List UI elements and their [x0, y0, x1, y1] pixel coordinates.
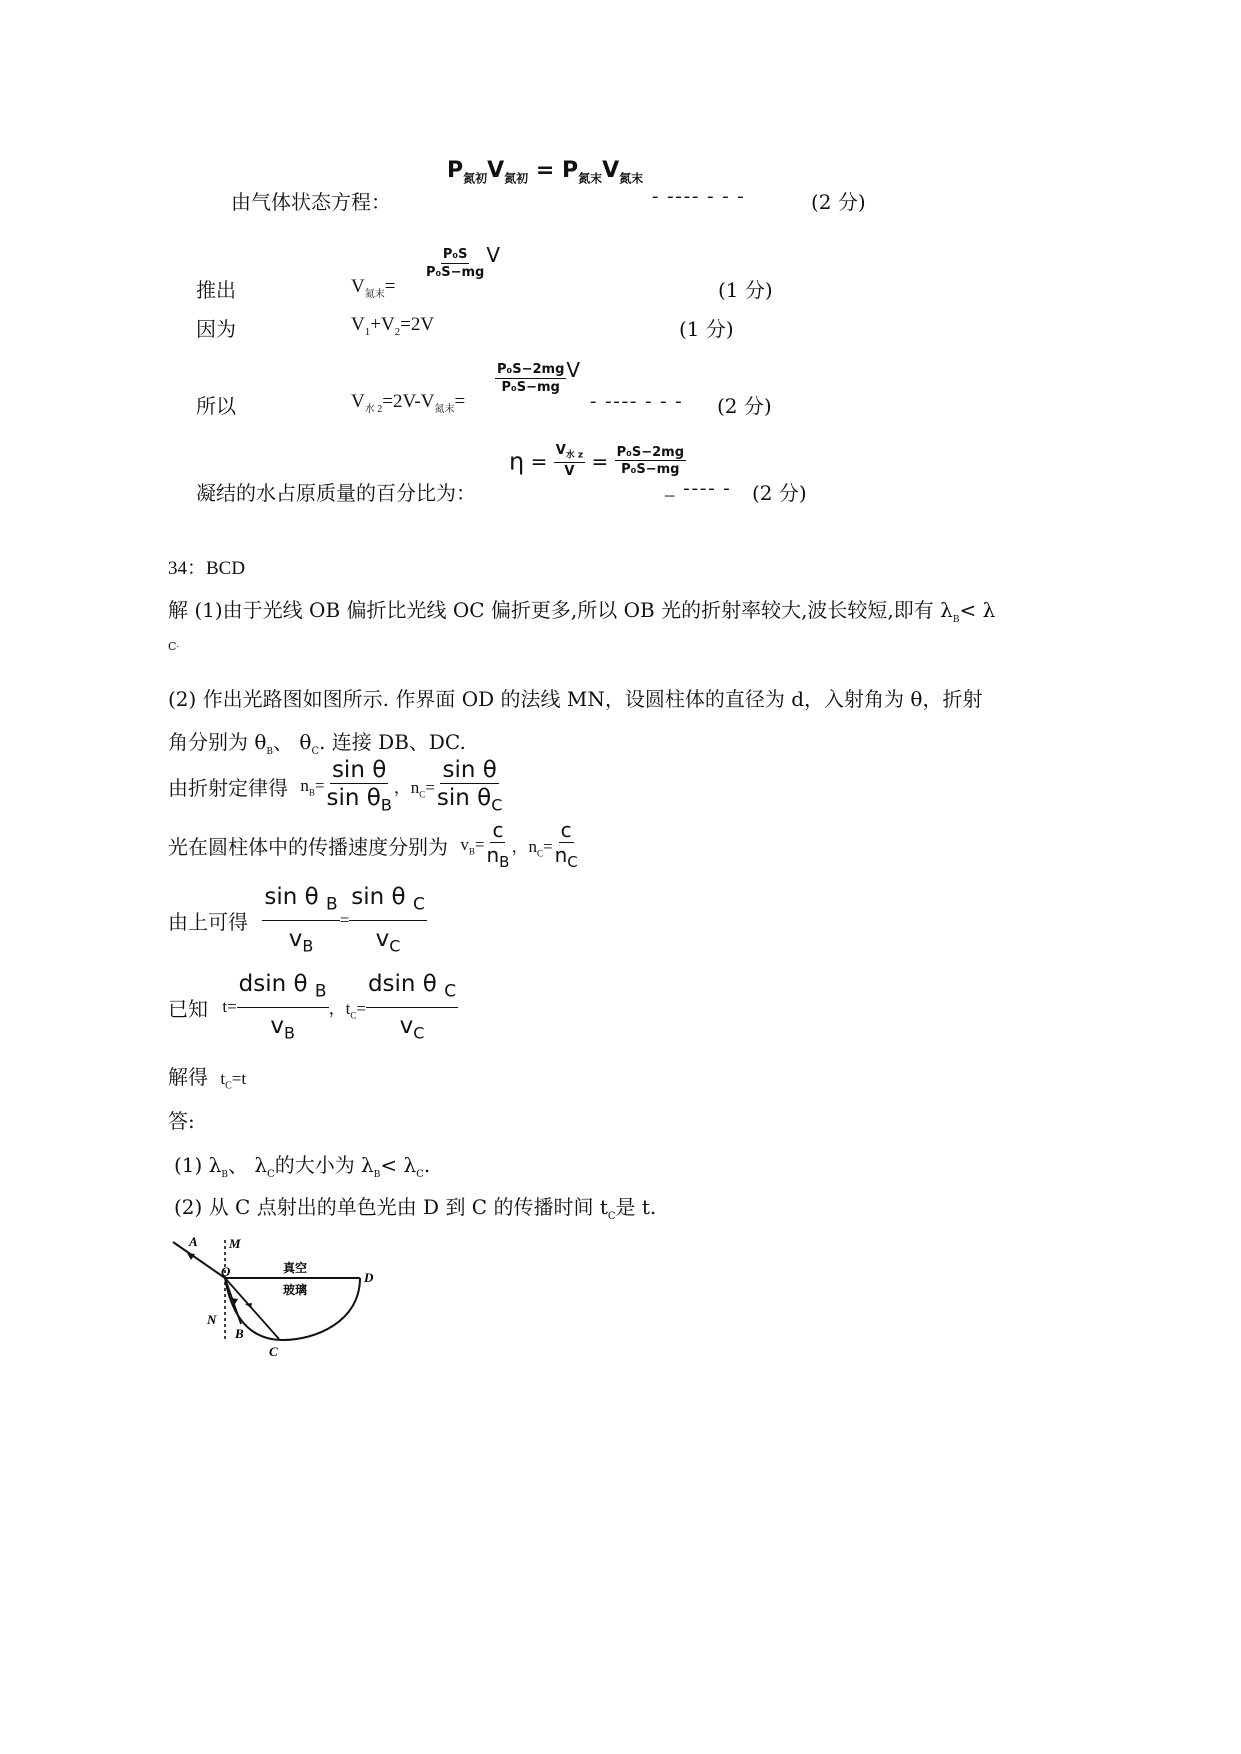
gas-score: (2 分): [811, 190, 866, 214]
label-b: B: [235, 1326, 244, 1341]
suoyi-expr: $V_{水 2}=2V-V_{氮末}=$: [351, 391, 466, 415]
q34-solution-2-line1: (2) 作出光路图如图所示. 作界面 OD 的法线 MN，设圆柱体的直径为 d，入射角为 θ，折射: [168, 687, 983, 711]
known-line: 已知 t= $\frac{dsin \theta _B}{v_B}$ ，$t_C=$ $\frac{dsin \theta _C}{v_C}$: [168, 971, 457, 1044]
result-line: 解得 $t_C=t$: [168, 1065, 247, 1092]
label-glass: 玻璃: [283, 1283, 308, 1297]
gas-label: 由气体状态方程：: [231, 190, 391, 214]
yinwei-expr: $V_1+V_2=2V$: [351, 314, 435, 338]
tuichu-score: (1 分): [718, 278, 773, 302]
answer-2: (2) 从 C 点射出的单色光由 D 到 C 的传播时间 $t_C$是 t.: [174, 1195, 657, 1222]
q34-head: 34：BCD: [168, 558, 246, 579]
label-d: D: [364, 1270, 374, 1285]
ray-oc-arrow: [245, 1303, 252, 1308]
label-o: O: [221, 1264, 231, 1279]
tuichu-fraction: $\frac{\text{P₀S}}{\text{P₀S−mg}}$ V: [426, 243, 501, 280]
tuichu-lhs: $V_{氮末}=$: [351, 276, 396, 300]
ningjie-label: 凝结的水占原质量的百分比为：: [196, 481, 476, 505]
gas-dash: - ---- - - -: [652, 186, 746, 207]
label-n: N: [207, 1312, 217, 1327]
refraction-diagram: [165, 1232, 395, 1362]
label-m: M: [229, 1236, 241, 1251]
incident-ray: [173, 1242, 225, 1278]
q34-solution-1-tail: $_C$.: [168, 640, 180, 653]
label-c: C: [269, 1344, 278, 1359]
tuichu-label: 推出: [196, 278, 236, 302]
suoyi-fraction: $\frac{\text{P₀S−2mg}}{\text{P₀S−mg}}$ V: [497, 358, 581, 395]
ningjie-dash: _ ---- -: [665, 478, 732, 499]
suoyi-dash: - ---- - - -: [590, 391, 684, 412]
ningjie-formula: η = $\frac{V_{水 z}}{V}$ = $\frac{\text{P₀S−2mg}}{\text{P₀S−mg}}$: [509, 443, 684, 480]
suoyi-score: (2 分): [717, 394, 772, 418]
suoyi-label: 所以: [196, 394, 236, 418]
q34-solution-1: 解 (1)由于光线 OB 偏折比光线 OC 偏折更多,所以 OB 光的折射率较大,波长较短,即有 $\lambda_B< \lambda$: [168, 598, 996, 625]
yinwei-score: (1 分): [679, 317, 734, 341]
speed-line: 光在圆柱体中的传播速度分别为 $v_B=$ $\frac{c}{n_B}$ ，$n_C=$ $\frac{c}{n_C}$: [168, 818, 578, 871]
yinwei-label: 因为: [196, 317, 236, 341]
label-vacuum: 真空: [283, 1261, 308, 1275]
law-line: 由折射定律得 $n_B=$ $\frac{\text{sin θ}}{\sin \theta_B}$ ，$n_C=$ $\frac{\text{sin θ}}{\sin \theta_C}$: [168, 757, 503, 815]
q34-solution-2-line2: 角分别为 $\theta_B$、 $\theta_C$. 连接 DB、DC.: [168, 730, 466, 757]
derive-line: 由上可得 $\frac{\sin \theta _B}{v_B}$ = $\frac{\sin \theta _C}{v_C}$: [168, 884, 425, 957]
ningjie-score: (2 分): [752, 481, 807, 505]
answer-head: 答:: [168, 1109, 195, 1133]
label-a: A: [189, 1234, 198, 1249]
gas-equation: $P_{氮初}V_{氮初} = P_{氮末}V_{氮末}$: [447, 158, 644, 186]
answer-1: (1) $\lambda_B$、 $\lambda_C$的大小为 $\lambda_B< \lambda_C$.: [174, 1153, 431, 1180]
